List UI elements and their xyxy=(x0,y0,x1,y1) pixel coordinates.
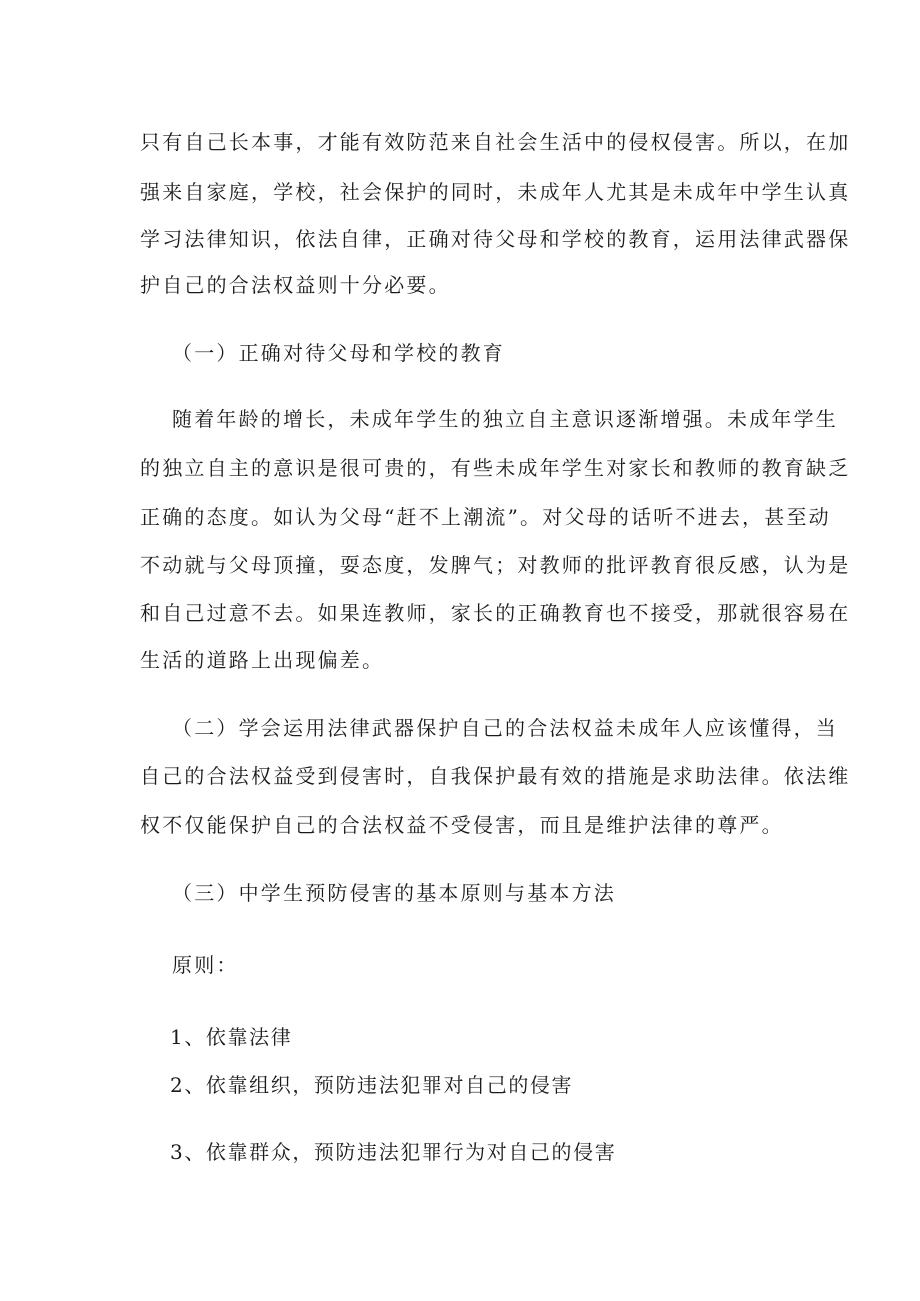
paragraph-line: 学习法律知识，依法自律，正确对待父母和学校的教育，运用法律武器保 xyxy=(140,227,851,251)
paragraph-line: 不动就与父母顶撞，耍态度，发脾气；对教师的批评教育很反感，认为是 xyxy=(140,553,851,577)
paragraph-line: 只有自己长本事，才能有效防范来自社会生活中的侵权侵害。所以，在加 xyxy=(140,130,851,154)
section-heading-3: （三）中学生预防侵害的基本原则与基本方法 xyxy=(172,881,616,905)
paragraph-line: 强来自家庭，学校，社会保护的同时，未成年人尤其是未成年中学生认真 xyxy=(140,180,851,204)
principles-label: 原则： xyxy=(172,953,239,977)
paragraph-line: （二）学会运用法律武器保护自己的合法权益未成年人应该懂得，当 xyxy=(172,716,838,740)
paragraph-line: 随着年龄的增长，未成年学生的独立自主意识逐渐增强。未成年学生 xyxy=(172,407,838,431)
paragraph-line: 护自己的合法权益则十分必要。 xyxy=(140,273,451,297)
list-item: 2、依靠组织，预防违法犯罪对自己的侵害 xyxy=(170,1073,574,1097)
paragraph-line: 权不仅能保护自己的合法权益不受侵害，而且是维护法律的尊严。 xyxy=(140,813,784,837)
paragraph-line: 和自己过意不去。如果连教师，家长的正确教育也不接受，那就很容易在 xyxy=(140,601,851,625)
list-item: 1、依靠法律 xyxy=(170,1025,293,1049)
list-item: 3、依靠群众，预防违法犯罪行为对自己的侵害 xyxy=(170,1140,617,1164)
paragraph-line: 自己的合法权益受到侵害时，自我保护最有效的措施是求助法律。依法维 xyxy=(140,764,851,788)
paragraph-line: 的独立自主的意识是很可贵的，有些未成年学生对家长和教师的教育缺乏 xyxy=(140,456,851,480)
paragraph-line: 正确的态度。如认为父母“赶不上潮流”。对父母的话听不进去，甚至动 xyxy=(140,505,831,529)
paragraph-line: 生活的道路上出现偏差。 xyxy=(140,648,385,672)
section-heading-1: （一）正确对待父母和学校的教育 xyxy=(172,341,505,365)
